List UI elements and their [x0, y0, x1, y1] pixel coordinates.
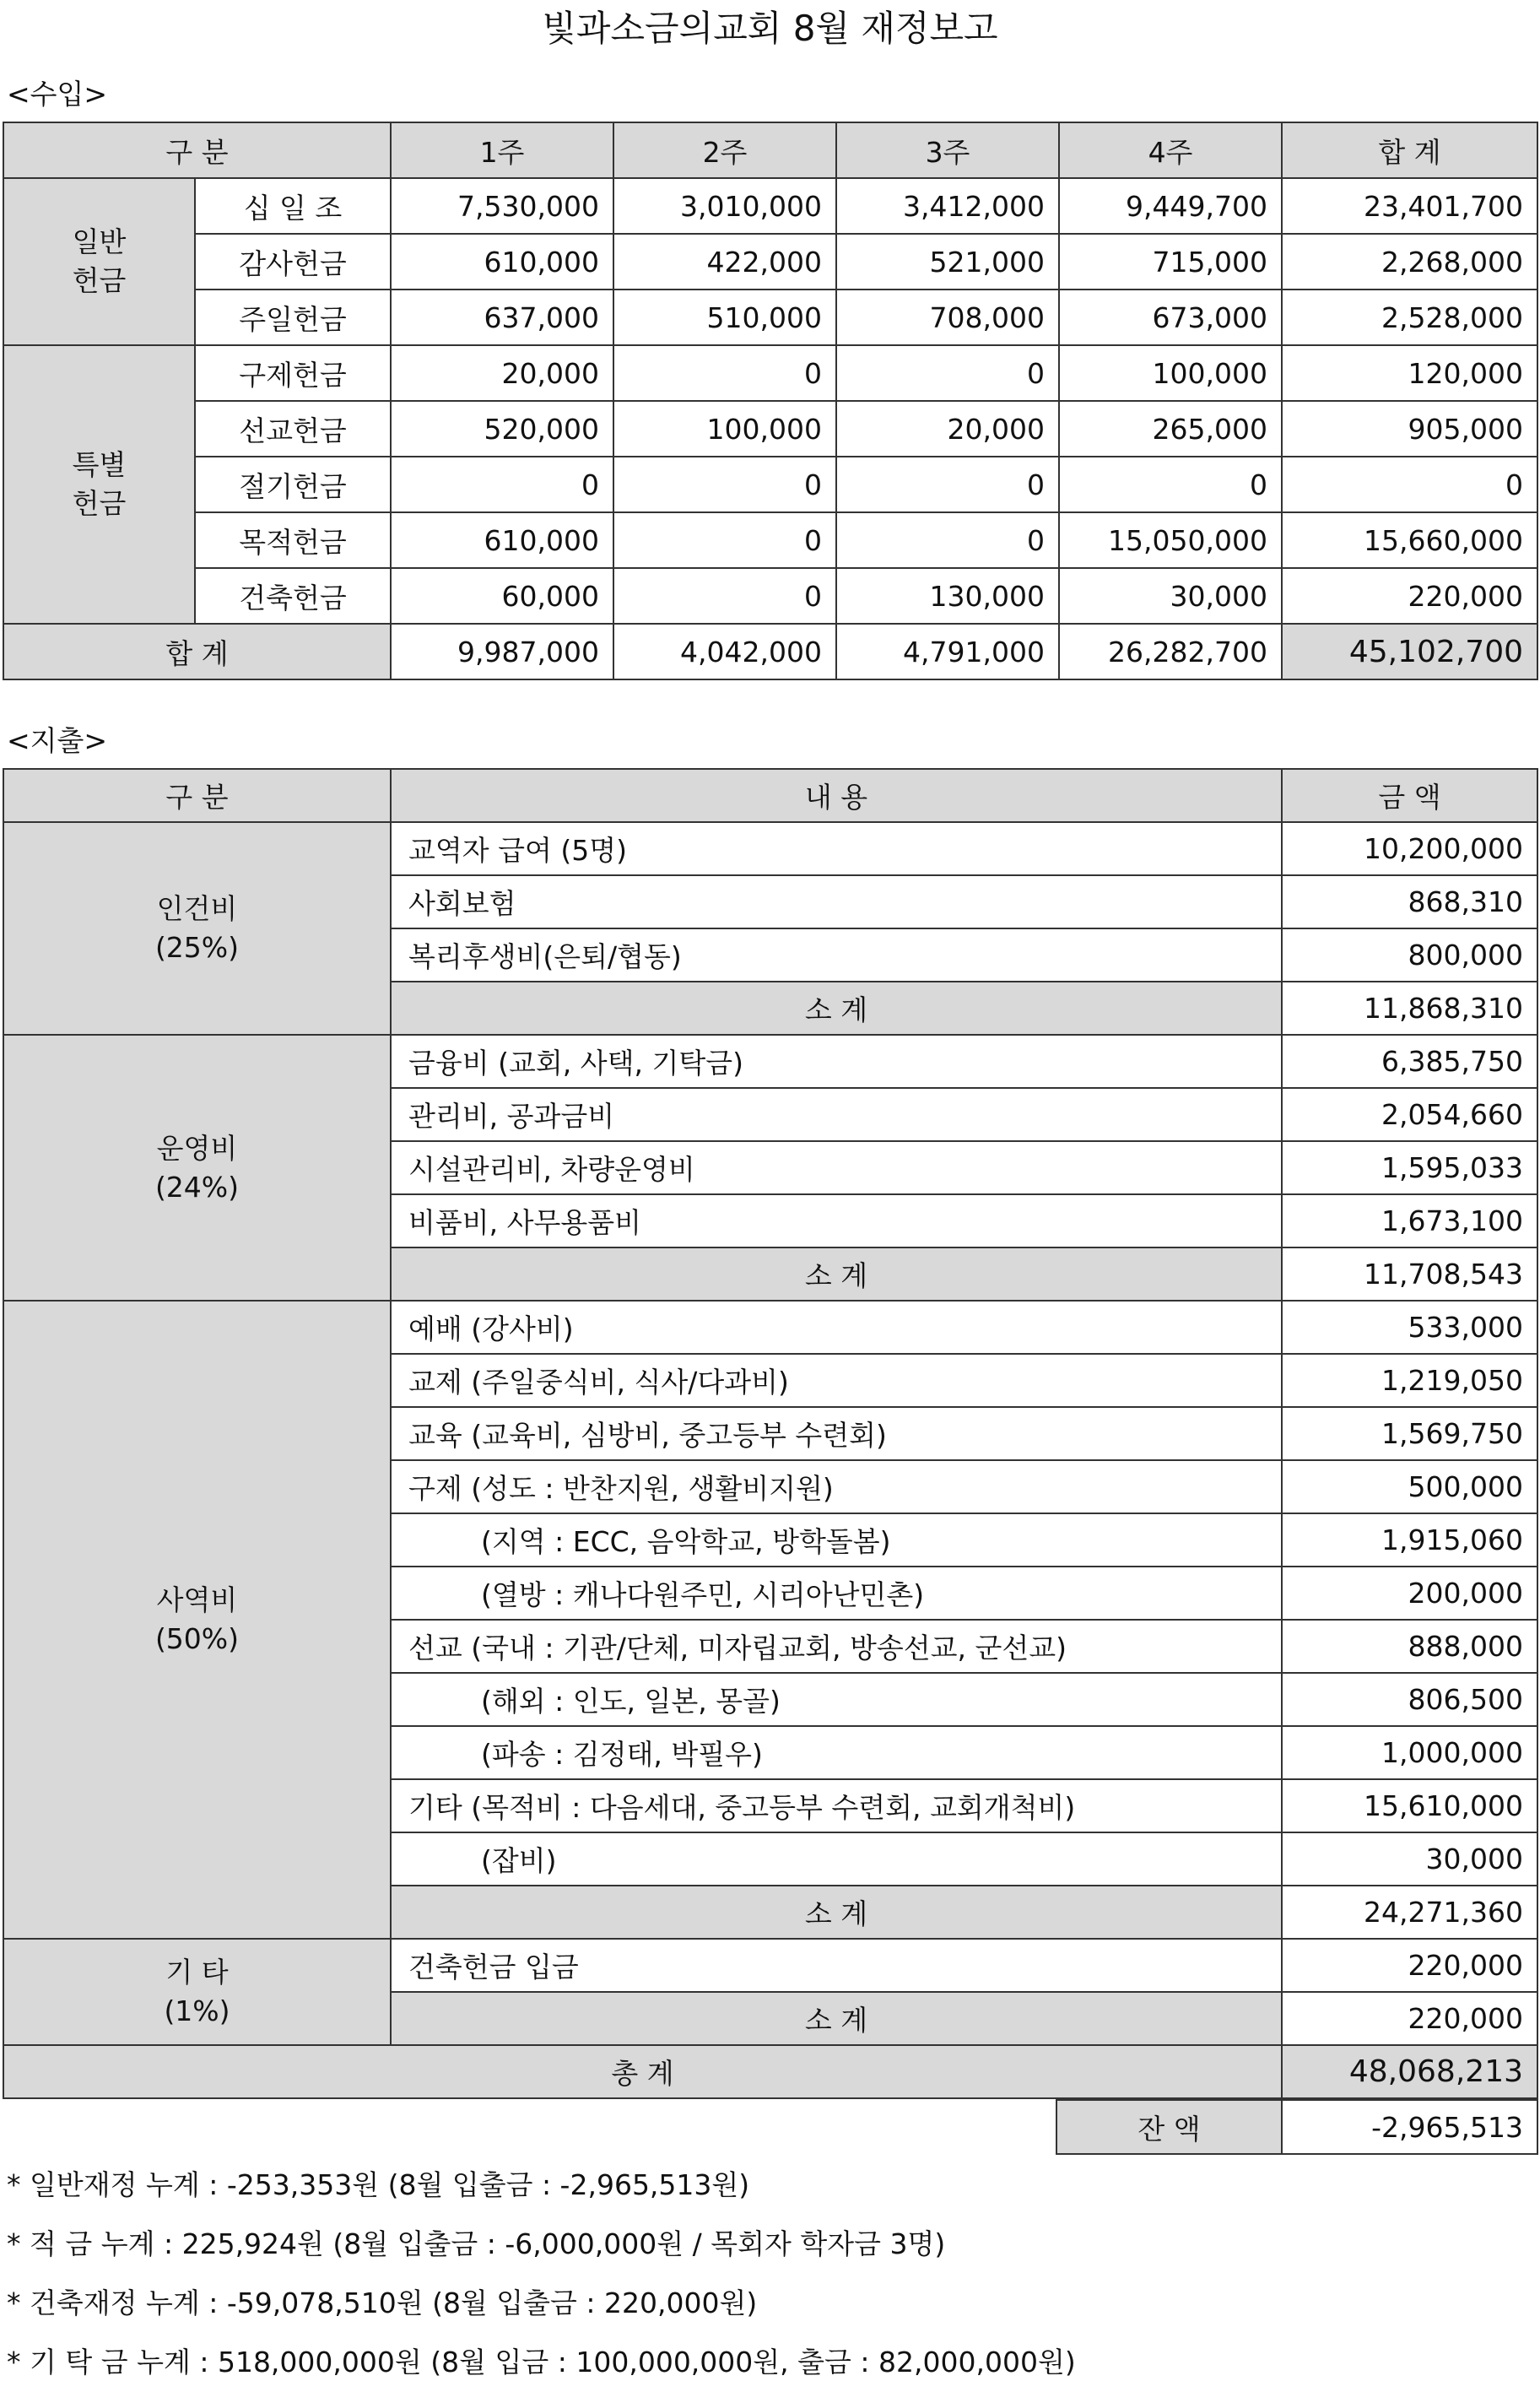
income-table: [3, 122, 1538, 680]
expense-item-desc: (파송 : 김정태, 박필우): [391, 1726, 1282, 1779]
income-row: [3, 234, 1537, 290]
expense-item-desc: 비품비, 사무용품비: [391, 1194, 1282, 1247]
expense-item-desc: 시설관리비, 차량운영비: [391, 1141, 1282, 1194]
expense-group-label-text: 기 타 (1%): [164, 1956, 230, 2027]
expense-item-desc: (열방 : 캐나다원주민, 시리아난민촌): [391, 1567, 1282, 1620]
note-deposit: * 기 탁 금 누계 : 518,000,000원 (8월 입금 : 100,000,000원, 출금 : 82,000,000원): [7, 2346, 1076, 2378]
balance-table: [1056, 2099, 1538, 2155]
expense-item-amount: 1,595,033: [1282, 1141, 1537, 1194]
income-cell: 15,050,000: [1059, 512, 1282, 568]
expense-item-amount: 500,000: [1282, 1460, 1537, 1513]
income-cell: 510,000: [613, 290, 836, 345]
income-item-name: 건축헌금: [195, 568, 391, 624]
income-cell: 220,000: [1282, 568, 1537, 624]
income-cell: 520,000: [391, 401, 613, 457]
income-row: [3, 568, 1537, 624]
note-building-fund: * 건축재정 누계 : -59,078,510원 (8월 입출금 : 220,000원): [7, 2286, 758, 2319]
balance-value: -2,965,513: [1282, 2100, 1537, 2154]
income-cell: 422,000: [613, 234, 836, 290]
expense-header-content: 내 용: [391, 769, 1282, 822]
income-header-row: [3, 122, 1537, 178]
income-group-label-text: 일반 헌금: [72, 225, 127, 297]
balance-label: 잔 액: [1056, 2100, 1282, 2154]
income-item-name: 주일헌금: [195, 290, 391, 345]
income-group-label: [3, 345, 195, 624]
expense-item-desc: 예배 (강사비): [391, 1301, 1282, 1354]
income-cell: 0: [836, 512, 1059, 568]
expense-item-amount: 2,054,660: [1282, 1088, 1537, 1141]
expense-subtotal-amount: 220,000: [1282, 1992, 1537, 2045]
expense-section-label: <지출>: [7, 724, 108, 757]
note-savings: * 적 금 누계 : 225,924원 (8월 입출금 : -6,000,000원 / 목회자 학자금 3명): [7, 2227, 946, 2260]
expense-item-amount: 220,000: [1282, 1939, 1537, 1992]
expense-subtotal-label: 소 계: [391, 982, 1282, 1035]
income-cell: 2,268,000: [1282, 234, 1537, 290]
income-cell: 130,000: [836, 568, 1059, 624]
expense-item-amount: 200,000: [1282, 1567, 1537, 1620]
expense-item-amount: 1,915,060: [1282, 1513, 1537, 1567]
income-item-name: 목적헌금: [195, 512, 391, 568]
expense-table: [3, 768, 1538, 2099]
page-title: 빛과소금의교회 8월 재정보고: [542, 8, 998, 49]
expense-item-desc: 건축헌금 입금: [391, 1939, 1282, 1992]
expense-item-amount: 6,385,750: [1282, 1035, 1537, 1088]
income-header-week3: 3주: [836, 122, 1059, 178]
income-item-name: 감사헌금: [195, 234, 391, 290]
income-cell: 715,000: [1059, 234, 1282, 290]
income-cell: 7,530,000: [391, 178, 613, 234]
income-row: [3, 290, 1537, 345]
income-header-category: 구 분: [3, 122, 391, 178]
expense-item-desc: (지역 : ECC, 음악학교, 방학돌봄): [391, 1513, 1282, 1567]
expense-item-desc: 구제 (성도 : 반찬지원, 생활비지원): [391, 1460, 1282, 1513]
expense-group-label: [3, 1939, 391, 2045]
income-cell: 2,528,000: [1282, 290, 1537, 345]
expense-item-desc: (잡비): [391, 1832, 1282, 1886]
income-cell: 100,000: [613, 401, 836, 457]
income-cell: 0: [613, 568, 836, 624]
expense-item-amount: 868,310: [1282, 875, 1537, 928]
expense-subtotal-amount: 11,868,310: [1282, 982, 1537, 1035]
income-item-name: 십 일 조: [195, 178, 391, 234]
expense-row: [3, 1939, 1537, 1992]
income-cell: 120,000: [1282, 345, 1537, 401]
expense-item-amount: 800,000: [1282, 928, 1537, 982]
expense-item-desc: 교육 (교육비, 심방비, 중고등부 수련회): [391, 1407, 1282, 1460]
income-row: [3, 457, 1537, 512]
income-total-row: [3, 624, 1537, 679]
income-cell: 100,000: [1059, 345, 1282, 401]
expense-subtotal-label: 소 계: [391, 1247, 1282, 1301]
income-cell: 0: [613, 345, 836, 401]
income-cell: 20,000: [391, 345, 613, 401]
income-cell: 15,660,000: [1282, 512, 1537, 568]
income-cell: 708,000: [836, 290, 1059, 345]
income-section-label: <수입>: [7, 78, 108, 111]
expense-item-amount: 1,569,750: [1282, 1407, 1537, 1460]
expense-item-desc: 금융비 (교회, 사택, 기탁금): [391, 1035, 1282, 1088]
expense-item-amount: 533,000: [1282, 1301, 1537, 1354]
income-cell: 0: [836, 457, 1059, 512]
expense-item-amount: 1,673,100: [1282, 1194, 1537, 1247]
expense-header-row: [3, 769, 1537, 822]
expense-group-label: [3, 822, 391, 1035]
expense-item-desc: 교제 (주일중식비, 식사/다과비): [391, 1354, 1282, 1407]
income-total-label: 합 계: [3, 624, 391, 679]
expense-row: [3, 1301, 1537, 1354]
expense-subtotal-label: 소 계: [391, 1992, 1282, 2045]
income-header-total: 합 계: [1282, 122, 1537, 178]
expense-group-label-text: 운영비 (24%): [154, 1131, 240, 1204]
note-general-fund: * 일반재정 누계 : -253,353원 (8월 입출금 : -2,965,513원): [7, 2168, 750, 2201]
income-group-label: [3, 178, 195, 345]
expense-item-amount: 888,000: [1282, 1620, 1537, 1673]
income-cell: 637,000: [391, 290, 613, 345]
expense-item-desc: 관리비, 공과금비: [391, 1088, 1282, 1141]
expense-item-amount: 1,000,000: [1282, 1726, 1537, 1779]
income-row: [3, 345, 1537, 401]
income-row: [3, 512, 1537, 568]
income-total-cell: 4,042,000: [613, 624, 836, 679]
income-header-week4: 4주: [1059, 122, 1282, 178]
income-cell: 610,000: [391, 234, 613, 290]
income-row: [3, 178, 1537, 234]
expense-item-desc: 교역자 급여 (5명): [391, 822, 1282, 875]
income-cell: 0: [391, 457, 613, 512]
expense-item-desc: 기타 (목적비 : 다음세대, 중고등부 수련회, 교회개척비): [391, 1779, 1282, 1832]
expense-total-label: 총 계: [3, 2045, 1282, 2098]
income-cell: 521,000: [836, 234, 1059, 290]
expense-item-amount: 30,000: [1282, 1832, 1537, 1886]
income-group-label-text: 특별 헌금: [72, 448, 127, 520]
income-cell: 9,449,700: [1059, 178, 1282, 234]
expense-row: [3, 1035, 1537, 1088]
income-cell: 60,000: [391, 568, 613, 624]
expense-group-label-text: 인건비 (25%): [154, 892, 240, 964]
income-header-week1: 1주: [391, 122, 613, 178]
expense-group-label-text: 사역비 (50%): [154, 1583, 240, 1655]
income-cell: 610,000: [391, 512, 613, 568]
income-cell: 0: [1059, 457, 1282, 512]
expense-item-amount: 1,219,050: [1282, 1354, 1537, 1407]
income-header-week2: 2주: [613, 122, 836, 178]
income-cell: 0: [1282, 457, 1537, 512]
expense-subtotal-label: 소 계: [391, 1886, 1282, 1939]
expense-item-desc: (해외 : 인도, 일본, 몽골): [391, 1673, 1282, 1726]
income-item-name: 절기헌금: [195, 457, 391, 512]
expense-row: [3, 822, 1537, 875]
income-total-cell: 26,282,700: [1059, 624, 1282, 679]
income-cell: 265,000: [1059, 401, 1282, 457]
expense-subtotal-amount: 11,708,543: [1282, 1247, 1537, 1301]
income-item-name: 선교헌금: [195, 401, 391, 457]
expense-item-amount: 15,610,000: [1282, 1779, 1537, 1832]
income-cell: 0: [613, 457, 836, 512]
summary-notes: [7, 2156, 1534, 2392]
expense-group-label: [3, 1035, 391, 1301]
expense-item-desc: 사회보험: [391, 875, 1282, 928]
expense-total-amount: 48,068,213: [1282, 2045, 1537, 2098]
income-cell: 673,000: [1059, 290, 1282, 345]
income-cell: 3,010,000: [613, 178, 836, 234]
expense-subtotal-amount: 24,271,360: [1282, 1886, 1537, 1939]
income-cell: 20,000: [836, 401, 1059, 457]
expense-item-amount: 806,500: [1282, 1673, 1537, 1726]
income-total-cell: 4,791,000: [836, 624, 1059, 679]
income-cell: 905,000: [1282, 401, 1537, 457]
income-cell: 0: [613, 512, 836, 568]
income-cell: 3,412,000: [836, 178, 1059, 234]
income-cell: 0: [836, 345, 1059, 401]
income-row: [3, 401, 1537, 457]
expense-header-amount: 금 액: [1282, 769, 1537, 822]
income-item-name: 구제헌금: [195, 345, 391, 401]
expense-group-label: [3, 1301, 391, 1939]
income-total-cell: 45,102,700: [1282, 624, 1537, 679]
income-cell: 23,401,700: [1282, 178, 1537, 234]
income-total-cell: 9,987,000: [391, 624, 613, 679]
expense-total-row: [3, 2045, 1537, 2098]
expense-item-desc: 선교 (국내 : 기관/단체, 미자립교회, 방송선교, 군선교): [391, 1620, 1282, 1673]
expense-item-amount: 10,200,000: [1282, 822, 1537, 875]
income-cell: 30,000: [1059, 568, 1282, 624]
expense-header-category: 구 분: [3, 769, 391, 822]
expense-item-desc: 복리후생비(은퇴/협동): [391, 928, 1282, 982]
